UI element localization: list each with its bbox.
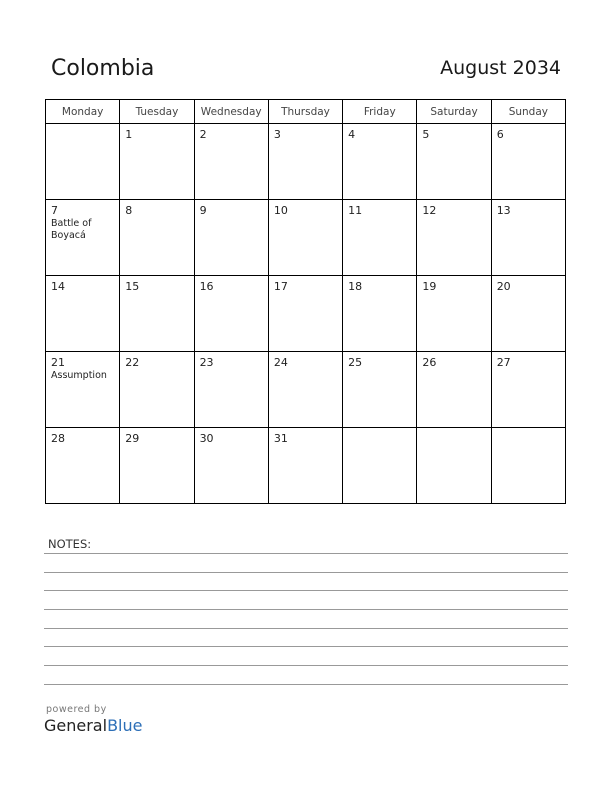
week-row [46, 200, 566, 276]
day-number: 2 [199, 128, 207, 141]
day-cell [120, 124, 194, 200]
day-number: 5 [422, 128, 430, 141]
note-line [44, 684, 568, 685]
weekday-tuesday: Tuesday [120, 100, 194, 124]
day-cell [343, 276, 417, 352]
note-line [44, 590, 568, 591]
day-number: 22 [125, 356, 140, 369]
day-number: 25 [348, 356, 363, 369]
weekday-monday: Monday [46, 100, 120, 124]
day-number: 26 [422, 356, 437, 369]
week-row [46, 124, 566, 200]
holiday-label: Battle of Boyacá [51, 218, 92, 241]
day-cell [343, 428, 417, 504]
day-number: 4 [348, 128, 356, 141]
day-number: 13 [496, 204, 511, 217]
brand-general: General [44, 716, 108, 735]
weekday-saturday: Saturday [417, 100, 491, 124]
day-number: 16 [199, 280, 214, 293]
day-number: 20 [496, 280, 511, 293]
day-number: 31 [273, 432, 288, 445]
day-number: 1 [125, 128, 133, 141]
day-cell [46, 428, 120, 504]
day-cell [491, 200, 565, 276]
calendar-grid [45, 99, 566, 504]
day-number: 23 [199, 356, 214, 369]
day-cell [268, 276, 342, 352]
day-cell [194, 200, 268, 276]
day-cell [120, 352, 194, 428]
day-number: 15 [125, 280, 140, 293]
notes-label: NOTES: [48, 537, 92, 551]
day-cell [268, 352, 342, 428]
day-number: 19 [422, 280, 437, 293]
weekday-friday: Friday [343, 100, 417, 124]
note-line [44, 553, 568, 554]
note-line [44, 628, 568, 629]
day-cell [46, 124, 120, 200]
country-title: Colombia [51, 56, 155, 81]
note-line [44, 572, 568, 573]
day-cell [120, 200, 194, 276]
week-row [46, 428, 566, 504]
day-cell [194, 276, 268, 352]
day-cell [491, 428, 565, 504]
day-cell [46, 200, 120, 276]
brand-blue: Blue [107, 716, 143, 735]
day-cell [194, 428, 268, 504]
week-row [46, 352, 566, 428]
day-cell [491, 124, 565, 200]
day-cell [268, 428, 342, 504]
powered-by-text: powered by [46, 704, 107, 715]
day-cell [417, 428, 491, 504]
weekday-thursday: Thursday [268, 100, 342, 124]
weekday-header-row [46, 100, 566, 124]
day-number: 27 [496, 356, 511, 369]
day-cell [46, 276, 120, 352]
day-cell [417, 352, 491, 428]
day-cell [491, 352, 565, 428]
day-number: 12 [422, 204, 437, 217]
day-cell [194, 124, 268, 200]
month-title: August 2034 [440, 57, 561, 79]
day-cell [268, 200, 342, 276]
day-number: 30 [199, 432, 214, 445]
week-row [46, 276, 566, 352]
day-cell [417, 200, 491, 276]
day-cell [417, 124, 491, 200]
day-cell [268, 124, 342, 200]
day-number: 29 [125, 432, 140, 445]
day-number: 7 [51, 204, 58, 217]
day-cell [120, 428, 194, 504]
day-cell [120, 276, 194, 352]
day-cell [343, 124, 417, 200]
day-number: 24 [273, 356, 288, 369]
day-number: 14 [51, 280, 65, 293]
day-cell [491, 276, 565, 352]
generalblue-logo[interactable] [44, 716, 142, 735]
weekday-sunday: Sunday [491, 100, 565, 124]
day-cell [343, 352, 417, 428]
day-number: 18 [348, 280, 363, 293]
day-number: 8 [125, 204, 133, 217]
day-cell [46, 352, 120, 428]
day-number: 9 [199, 204, 207, 217]
note-line [44, 646, 568, 647]
day-cell [417, 276, 491, 352]
day-number: 28 [51, 432, 65, 445]
day-cell [194, 352, 268, 428]
note-line [44, 609, 568, 610]
weekday-wednesday: Wednesday [194, 100, 268, 124]
holiday-label: Assumption [51, 370, 107, 381]
day-number: 10 [273, 204, 288, 217]
day-cell [343, 200, 417, 276]
day-number: 6 [496, 128, 504, 141]
day-number: 21 [51, 356, 65, 369]
note-line [44, 665, 568, 666]
day-number: 17 [273, 280, 288, 293]
day-number: 11 [348, 204, 363, 217]
day-number: 3 [273, 128, 281, 141]
